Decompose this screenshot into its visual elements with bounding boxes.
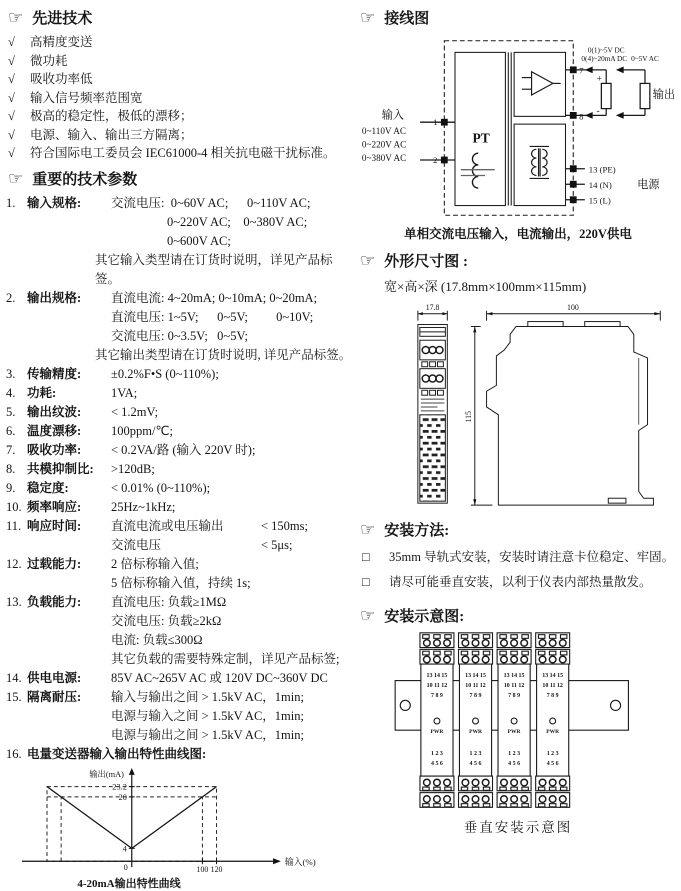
feature-text: 符合国际电工委员会 IEC61000-4 相关抗电磁干扰标准。 (30, 146, 336, 160)
terminal-14-label: 14 (N) (588, 180, 612, 191)
feature-item (8, 70, 356, 89)
spec-item (6, 384, 356, 403)
check-icon: √ (8, 35, 15, 49)
terminal-square-14 (570, 181, 577, 188)
spec-item (6, 194, 356, 289)
output-characteristic-chart (16, 767, 328, 877)
terminal-row: 10 11 12 (426, 683, 448, 690)
install-method-item (362, 545, 678, 570)
chart-element: 4 (122, 843, 127, 853)
spec-label: 响应时间: (27, 518, 82, 533)
install-method-text: 请尽可能垂直安装，以利于仪表内部热量散发。 (389, 575, 652, 589)
install-method-list (358, 545, 678, 595)
spec-item (6, 688, 356, 745)
arrow-left-icon (585, 66, 593, 73)
feature-text: 微功耗 (30, 53, 68, 68)
chart-element: 23.2 (112, 782, 127, 792)
arrow-left-icon (616, 112, 624, 119)
input-voltage-2: 0~220V AC (361, 139, 407, 150)
terminal-row: 7 8 9 (430, 693, 443, 700)
wiring-caption: 单相交流电压输入，电流输出，220V供电 (404, 227, 632, 241)
spec-number: 8. (6, 461, 16, 476)
check-icon: √ (8, 127, 15, 142)
din-module (459, 633, 493, 807)
spec-label: 共模抑制比: (27, 461, 94, 476)
section-title: 安装方法: (384, 523, 450, 539)
section-title: 外形尺寸图 : (384, 254, 468, 270)
spec-row: < 0.2VA/路 (输入 220V 时); (111, 442, 256, 457)
checkbox-icon: □ (362, 550, 370, 564)
load1-range-1: 0(1)~5V DC (587, 46, 625, 55)
feature-text: 电源、输入、输出三方隔离； (30, 127, 193, 142)
pwr-led (473, 718, 479, 724)
spec-values (111, 479, 356, 498)
spec-row: 1VA; (111, 385, 138, 400)
wiring-diagram (358, 33, 678, 223)
pt-label: PT (472, 130, 490, 146)
section-title: 接线图 (384, 11, 430, 27)
installation-schematic (394, 631, 670, 811)
spec-item (6, 593, 356, 669)
feature-item (8, 52, 356, 71)
spec-label: 输出规格: (27, 290, 82, 305)
spec-row: < 1.2mV; (111, 404, 159, 419)
terminal-row: 7 8 9 (469, 693, 482, 700)
spec-number: 3. (6, 366, 16, 381)
spec-values (95, 194, 356, 289)
terminal-1-label: 1 (433, 117, 438, 128)
pwr-led (550, 718, 556, 724)
terminal-8-label: 8 (579, 111, 584, 122)
chart-element: 0 (123, 862, 128, 872)
spec-values (111, 517, 356, 555)
spec-label: 温度漂移: (27, 423, 82, 438)
spec-row: 直流电流: 4~20mA; 0~10mA; 0~20mA; (111, 290, 318, 305)
spec-label: 输出纹波: (27, 404, 82, 419)
amplifier-box (514, 52, 565, 116)
check-icon: √ (8, 90, 15, 105)
spec-item (6, 422, 356, 441)
spec-item (6, 365, 356, 384)
chart-element: 输出(mA) (89, 769, 124, 779)
section-install-schematic (360, 605, 678, 626)
spec-row-left: 直流电流或电压输出 (111, 518, 224, 533)
section-advanced-tech (8, 7, 356, 28)
spec-row: 输入与输出之间 > 1.5kV AC，1min; (111, 689, 304, 704)
spec-label: 电量变送器输入输出特性曲线图: (27, 746, 207, 761)
side-width-dim: 100 (567, 302, 579, 312)
check-icon: √ (8, 72, 15, 86)
feature-item (8, 33, 356, 52)
pointing-hand-icon: ☞ (8, 168, 24, 188)
feature-item (8, 89, 356, 108)
section-install-method (360, 519, 678, 540)
pwr-label: PWR (546, 728, 560, 735)
feature-list (6, 33, 356, 163)
spec-row: 85V AC~265V AC 或 120V DC~360V DC (111, 670, 328, 685)
feature-text: 极高的稳定性，极低的漂移； (30, 109, 193, 123)
spec-item (6, 479, 356, 498)
input-voltage-3: 0~380V AC (361, 152, 407, 163)
chart-element: 20 (118, 792, 127, 802)
spec-label: 供电电源: (27, 670, 82, 685)
terminal-row: 4 5 6 (546, 761, 559, 768)
arrow-left-icon (585, 112, 593, 119)
pointing-hand-icon: ☞ (360, 520, 376, 539)
pointing-hand-icon: ☞ (8, 8, 24, 27)
section-dimensions (360, 250, 678, 271)
feature-text: 吸收功率低 (30, 72, 93, 86)
terminal-square-2 (441, 157, 448, 164)
front-width-dim: 17.8 (425, 302, 440, 312)
pt-box (455, 52, 505, 205)
spec-item (6, 460, 356, 479)
feature-item (8, 126, 356, 145)
spec-number: 15. (6, 689, 22, 704)
section-title: 安装示意图: (384, 609, 465, 625)
output-label: 输出 (652, 88, 676, 101)
terminal-row: 1 2 3 (546, 750, 559, 757)
pwr-label: PWR (430, 728, 444, 735)
spec-row: >120dB; (111, 461, 155, 476)
check-icon: √ (8, 109, 15, 123)
spec-number: 14. (6, 670, 22, 685)
spec-values (111, 422, 356, 441)
spec-label: 稳定度: (27, 480, 69, 495)
spec-row: 0~220V AC; 0~380V AC; (167, 214, 308, 229)
spec-values (111, 688, 356, 745)
spec-row: 交流电压: 0~60V AC; 0~110V AC; (111, 195, 311, 210)
feature-text: 输入信号频率范围宽 (30, 90, 143, 105)
install-method-item (362, 570, 678, 595)
spec-label: 隔离耐压: (27, 689, 82, 704)
dimension-drawing (358, 299, 676, 511)
install-method-text: 35mm 导轨式安装，安装时请注意卡位稳定、牢固。 (389, 550, 675, 564)
spec-label: 频率响应: (27, 499, 82, 514)
spec-number: 9. (6, 480, 16, 495)
pointing-hand-icon: ☞ (360, 606, 376, 625)
din-module (497, 633, 531, 807)
spec-row: 直流电压: 负载≥1MΩ (111, 594, 227, 609)
terminal-row: 4 5 6 (469, 761, 482, 768)
feature-item (8, 107, 356, 126)
load2-range: 0~5V AC (631, 55, 659, 64)
pointing-hand-icon: ☞ (360, 8, 376, 27)
terminal-row: 10 11 12 (503, 683, 525, 690)
spec-item (6, 745, 356, 764)
arrow-left-icon (616, 66, 624, 73)
spec-label: 吸收功率: (27, 442, 82, 457)
left-column (6, 4, 356, 891)
spec-item (6, 498, 356, 517)
terminal-square-13 (570, 165, 577, 172)
terminal-square-8 (570, 112, 577, 119)
terminal-square-1 (441, 119, 448, 126)
spec-values (111, 403, 356, 422)
spec-number: 6. (6, 423, 16, 438)
terminal-7-label: 7 (579, 65, 584, 76)
spec-number: 16. (6, 746, 22, 761)
chart-element (129, 768, 135, 775)
load-resistor-2 (640, 83, 650, 108)
checkbox-icon: □ (362, 575, 370, 589)
spec-number: 13. (6, 594, 22, 609)
terminal-square-7 (570, 66, 577, 73)
terminal-row: 10 11 12 (542, 683, 563, 690)
spec-row: 25Hz~1kHz; (111, 499, 176, 514)
section-title: 先进技术 (32, 11, 93, 27)
spec-values (111, 593, 356, 669)
spec-values (111, 460, 356, 479)
spec-item (6, 289, 356, 365)
spec-row (111, 517, 356, 536)
spec-item (6, 517, 356, 555)
terminal-row: 13 14 15 (465, 672, 486, 679)
output-curve-chart-block (16, 767, 356, 891)
spec-number: 1. (6, 195, 16, 210)
feature-text: 高精度变送 (30, 35, 93, 49)
spec-row: 电源与输入之间 > 1.5kV AC，1min; (111, 708, 304, 723)
spec-number: 4. (6, 385, 16, 400)
spec-values (111, 384, 356, 403)
terminal-15-label: 15 (L) (588, 195, 611, 206)
spec-values (111, 498, 356, 517)
pwr-label: PWR (507, 728, 521, 735)
spec-values (95, 289, 356, 365)
spec-row: 0~600V AC; (167, 233, 231, 248)
chart-element: 输入(%) (284, 856, 316, 867)
terminal-row: 1 2 3 (508, 750, 521, 757)
din-module (536, 633, 570, 807)
terminal-13-label: 13 (PE) (588, 164, 616, 175)
spec-row: 其它输入类型请在订货时说明，详见产品标签。 (95, 252, 333, 286)
size-text: 宽×高×深 (17.8mm×100mm×115mm) (384, 279, 587, 294)
spec-label: 输入规格: (27, 195, 82, 210)
feature-item (8, 144, 356, 163)
terminal-row: 7 8 9 (546, 693, 559, 700)
spec-values (111, 441, 356, 460)
section-title: 重要的技术参数 (32, 171, 138, 188)
section-tech-params (8, 168, 356, 189)
spec-values (111, 555, 356, 593)
spec-row: 交流电压: 负载≥2kΩ (111, 613, 222, 628)
spec-row: 其它负载的需要特殊定制，详见产品标签; (111, 651, 340, 666)
spec-label: 传输精度: (27, 366, 82, 381)
terminal-row: 7 8 9 (508, 693, 521, 700)
terminal-row: 1 2 3 (430, 750, 443, 757)
terminal-row: 13 14 15 (542, 672, 564, 679)
spec-row: 5 倍标称输入值，持续 1s; (111, 575, 251, 590)
terminal-row: 13 14 15 (426, 672, 448, 679)
terminal-square-15 (570, 196, 577, 203)
load-resistor-1 (601, 83, 611, 108)
spec-row-right: < 5μs; (261, 537, 293, 552)
spec-number: 5. (6, 404, 16, 419)
spec-row: < 0.01% (0~110%); (111, 480, 211, 495)
spec-item (6, 669, 356, 688)
minus-label: - (596, 105, 600, 117)
pwr-label: PWR (469, 728, 482, 735)
terminal-row: 4 5 6 (430, 761, 443, 768)
spec-values (111, 669, 356, 688)
spec-number: 7. (6, 442, 16, 457)
plus-label: + (596, 73, 602, 85)
terminal-row: 1 2 3 (469, 750, 482, 757)
spec-values (111, 365, 356, 384)
spec-item (6, 555, 356, 593)
spec-number: 2. (6, 290, 16, 305)
pwr-led (511, 718, 517, 724)
chart-element: 100 (196, 864, 209, 874)
right-column (358, 4, 678, 836)
spec-label: 过载能力: (27, 556, 82, 571)
spec-number: 12. (6, 556, 22, 571)
spec-row: 直流电压: 1~5V; 0~5V; 0~10V; (111, 309, 314, 324)
spec-row: 其它输出类型请在订货时说明, 详见产品标签。 (95, 347, 352, 362)
input-label: 输入 (381, 109, 405, 122)
spec-number: 11. (6, 518, 22, 533)
spec-row: 交流电压: 0~3.5V; 0~5V; (111, 328, 249, 343)
chart-element: 120 (210, 864, 223, 874)
spec-row (111, 536, 356, 555)
chart-caption: 4-20mA输出特性曲线 (77, 877, 181, 890)
spec-row: 电流: 负载≤300Ω (111, 632, 203, 647)
terminal-2-label: 2 (433, 154, 438, 165)
section-wiring (360, 7, 678, 28)
input-voltage-1: 0~110V AC (361, 125, 406, 136)
spec-row-right: < 150ms; (261, 518, 308, 533)
schematic-caption: 垂直安装示意图 (463, 820, 573, 835)
spec-label: 负载能力: (27, 594, 82, 609)
power-label: 电源 (637, 179, 660, 192)
spec-label: 功耗: (27, 385, 57, 400)
check-icon: √ (8, 53, 15, 68)
spec-row: 100ppm/℃; (111, 423, 173, 438)
spec-item (6, 403, 356, 422)
din-module (420, 633, 454, 807)
side-height-dim: 115 (463, 411, 473, 423)
check-icon: √ (8, 146, 15, 160)
spec-row: 电源与输出之间 > 1.5kV AC，1min; (111, 727, 304, 742)
spec-list (6, 194, 356, 764)
pointing-hand-icon: ☞ (360, 251, 376, 270)
spec-row: ±0.2%F•S (0~110%); (111, 366, 219, 381)
spec-item (6, 441, 356, 460)
spec-row: 2 倍标称输入值; (111, 556, 199, 571)
terminal-row: 4 5 6 (508, 761, 521, 768)
chart-element (273, 858, 281, 864)
spec-number: 10. (6, 499, 22, 514)
terminal-row: 13 14 15 (503, 672, 525, 679)
pwr-led (434, 718, 440, 724)
load1-range-2: 0(4)~20mA DC (581, 55, 628, 64)
terminal-row: 10 11 12 (465, 683, 486, 690)
spec-row-left: 交流电压 (111, 537, 162, 552)
side-view-outline (487, 326, 654, 505)
